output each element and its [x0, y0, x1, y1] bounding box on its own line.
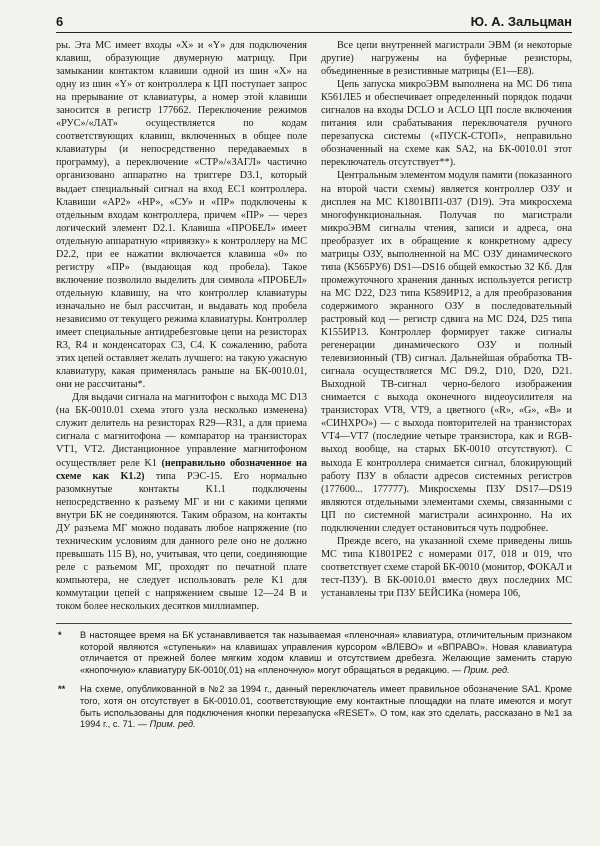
body-columns: [56, 39, 572, 613]
paragraph: ры. Эта МС имеет входы «X» и «Y» для подключения клавиш, образующие двумерную матрицу. При замыкании контактом клавиши одной из шин «X» на одну из шин «Y» от контроллера к ЦП поступает запрос на прерывание от клавиатуры, а номер этой клавиши заносится в регистр 177662. Переключение режимов «РУС»/«ЛАТ» осуществляется по кодам соответствующих клавиш, включенных в общее поле клавиатуры (и непосредственно передаваемых в программу), а переключение «СТР»/«ЗАГЛ» частично организовано аппаратно на триггере D3.1, который выдает специальный сигнал на вход ЕС1 контроллера. Клавиши «АР2» «НР», «СУ» и «ПР» подключены к отдельным входам контроллера, причем «ПР» — через логический элемент D2.1. Клавиша «ПРОБЕЛ» имеет отдельную аппаратную «привязку» к контроллеру на МС D2.2, при ее нажатии включается клавиша «0» по регистру «ПР» (выдающая код пробела). Такое включение позволило выделить для символа «ПРОБЕЛ» отдельную клавишу, на что контроллер клавиатуры изначально не был рассчитан, и выдавать код пробела независимо от текущего режима клавиатуры. Контроллер имеет специальные антидребезговые цепи на резисторах R3, R4 и конденсаторах C3, C4. К сожалению, работа этих цепей оставляет желать лучшего: на такую ужасную клавиатуру, какая применялась раньше на БК-0010.01, они не рассчитаны*.: [56, 40, 307, 391]
footnote-mark: **: [58, 684, 66, 695]
page-number: 6: [56, 14, 64, 29]
paragraph: [56, 391, 307, 613]
footnote-body: В настоящее время на БК устанавливается так называемая «пленочная» клавиатура, отличительным признаком которой являются «ступеньки» на клавишах управления курсором «ВЛЕВО» и «ВПРАВО». Новая клавиатура отличается от прежней более мягким ходом клавиш и отсутствием дребезга. Желающие заменить старую «кнопочную» клавиатуру БК-0010(.01) на «пленочную» могут обращаться в редакцию.: [80, 630, 572, 675]
paragraph: Все цепи внутренней магистрали ЭВМ (и некоторые другие) нагружены на буферные резисторы, объединенные в резистивные матрицы (E1—E8).: [321, 40, 572, 78]
footnote-signature: — Прим. ред.: [137, 719, 196, 730]
right-column: [321, 39, 572, 613]
footnote-mark: *: [58, 630, 62, 641]
paragraph: Цепь запуска микроЭВМ выполнена на МС D6 типа К561ЛЕ5 и обеспечивает определенный порядок подачи сигналов на входы DCLO и ACLO ЦП после включения питания или срабатывания переключателя ручного перезапуска системы («ПУСК-СТОП», неправильно обозначенный на схеме как SA2, на БК-0010.01 этот переключатель отсутствует**).: [321, 79, 572, 169]
paragraph: Прежде всего, на указанной схеме приведены лишь МС типа К1801РЕ2 с номерами 017, 018 и 019, что соответствует схеме старой БК-0010 (монитор, ФОКАЛ и тест-ПЗУ). В БК-0010.01 вместо двух последних МС устанавлены три ПЗУ БЕЙСИКа (номера 106,: [321, 535, 572, 599]
page-header: [56, 14, 572, 33]
footnote: [56, 684, 572, 730]
left-column: [56, 39, 307, 613]
paragraph-text: типа РЭС-15. Его нормально разомкнутые контакты K1.1 подключены непосредственно к разъему МГ и ни с какими цепями внутри БК не соединяются. Таким образом, на контакты ДУ разъема МГ можно подавать любое напряжение (по техническим условиям для данного реле оно не должно превышать 115 В), но, учитывая, что цепи, соединяющие реле с разъемом МГ, проходят по печатной плате компьютера, не следует использовать реле K1 для коммутации цепей с напряжением свыше 12—24 В и током более нескольких десятков миллиампер.: [56, 470, 307, 613]
paragraph: Центральным элементом модуля памяти (показанного на второй части схемы) является контроллер ОЗУ и дисплея на МС К1801ВП1-037 (D19). Эта микросхема многофункциональная. Получая по магистрали микроЭВМ сигналы чтения, записи и адреса, она преобразует их в обращение к конкретному адресу матрицы ОЗУ, выполненной на МС ОЗУ динамического типа (К565РУ6) DS1—DS16 общей емкостью 32 Кб. Для промежуточного хранения данных используется регистр на МС D22, D23 типа К589ИР12, а для преобразования содержимого экранного ОЗУ в последовательный растровый код — регистр сдвига на МС D24, D25 типа К155ИР13. Контроллер формирует также сигналы регенерации динамического ОЗУ и полный телевизионный (ТВ) сигнал. Дальнейшая обработка ТВ-сигнала осуществляется МС D9.2, D10, D20, D21. Выходной ТВ-сигнал черно-белого изображения снимается с выхода оконечного видеоусилителя на транзисторах VT8, VT9, а цветного («R», «G», «B» и «СИНХРО») — с выхода повторителей на транзисторах VT4—VT7 (последние четыре транзистора, как и RGB-выход вообще, на старых БК-0010 отсутствуют). С выхода Е контроллера снимается сигнал, блокирующий работу ПЗУ в области адресов системных регистров (177600... 177777). Микросхемы ПЗУ DS17—DS19 являются отдельными элементами схемы, связанными с ЦП по системной магистрали асинхронно. На их подключении следует остановиться чуть подробнее.: [321, 170, 572, 534]
bold-note: (неправильно обозначенное на схеме как K1.2): [56, 457, 308, 482]
footnote: [56, 630, 572, 676]
footnote-text: [80, 630, 572, 676]
paragraph-text: Для выдачи сигнала на магнитофон с выхода МС D13 (на БК-0010.01 схема этого узла несколько изменена) служит делитель на резисторах R29—R31, а для приема сигнала с магнитофона — компаратор на транзисторах VT1, VT2. Дистанционное управление магнитофоном осуществляет реле K1: [56, 392, 307, 469]
footnote-text: [80, 684, 572, 730]
footnotes: [56, 623, 572, 731]
author-name: Ю. А. Зальцман: [470, 14, 572, 29]
footnote-body: На схеме, опубликованной в №2 за 1994 г., данный переключатель имеет правильное обозначение SA1. Кроме того, хотя он отсутствует в БК-0010.01, соответствующие ему контактные площадки на плате имеются и могут быть использованы для подключения кнопки перезапуска «RESET». О том, как это сделать, рассказано в №1 за 1994 г., с. 71.: [80, 684, 572, 730]
footnote-signature: — Прим. ред.: [451, 664, 510, 675]
